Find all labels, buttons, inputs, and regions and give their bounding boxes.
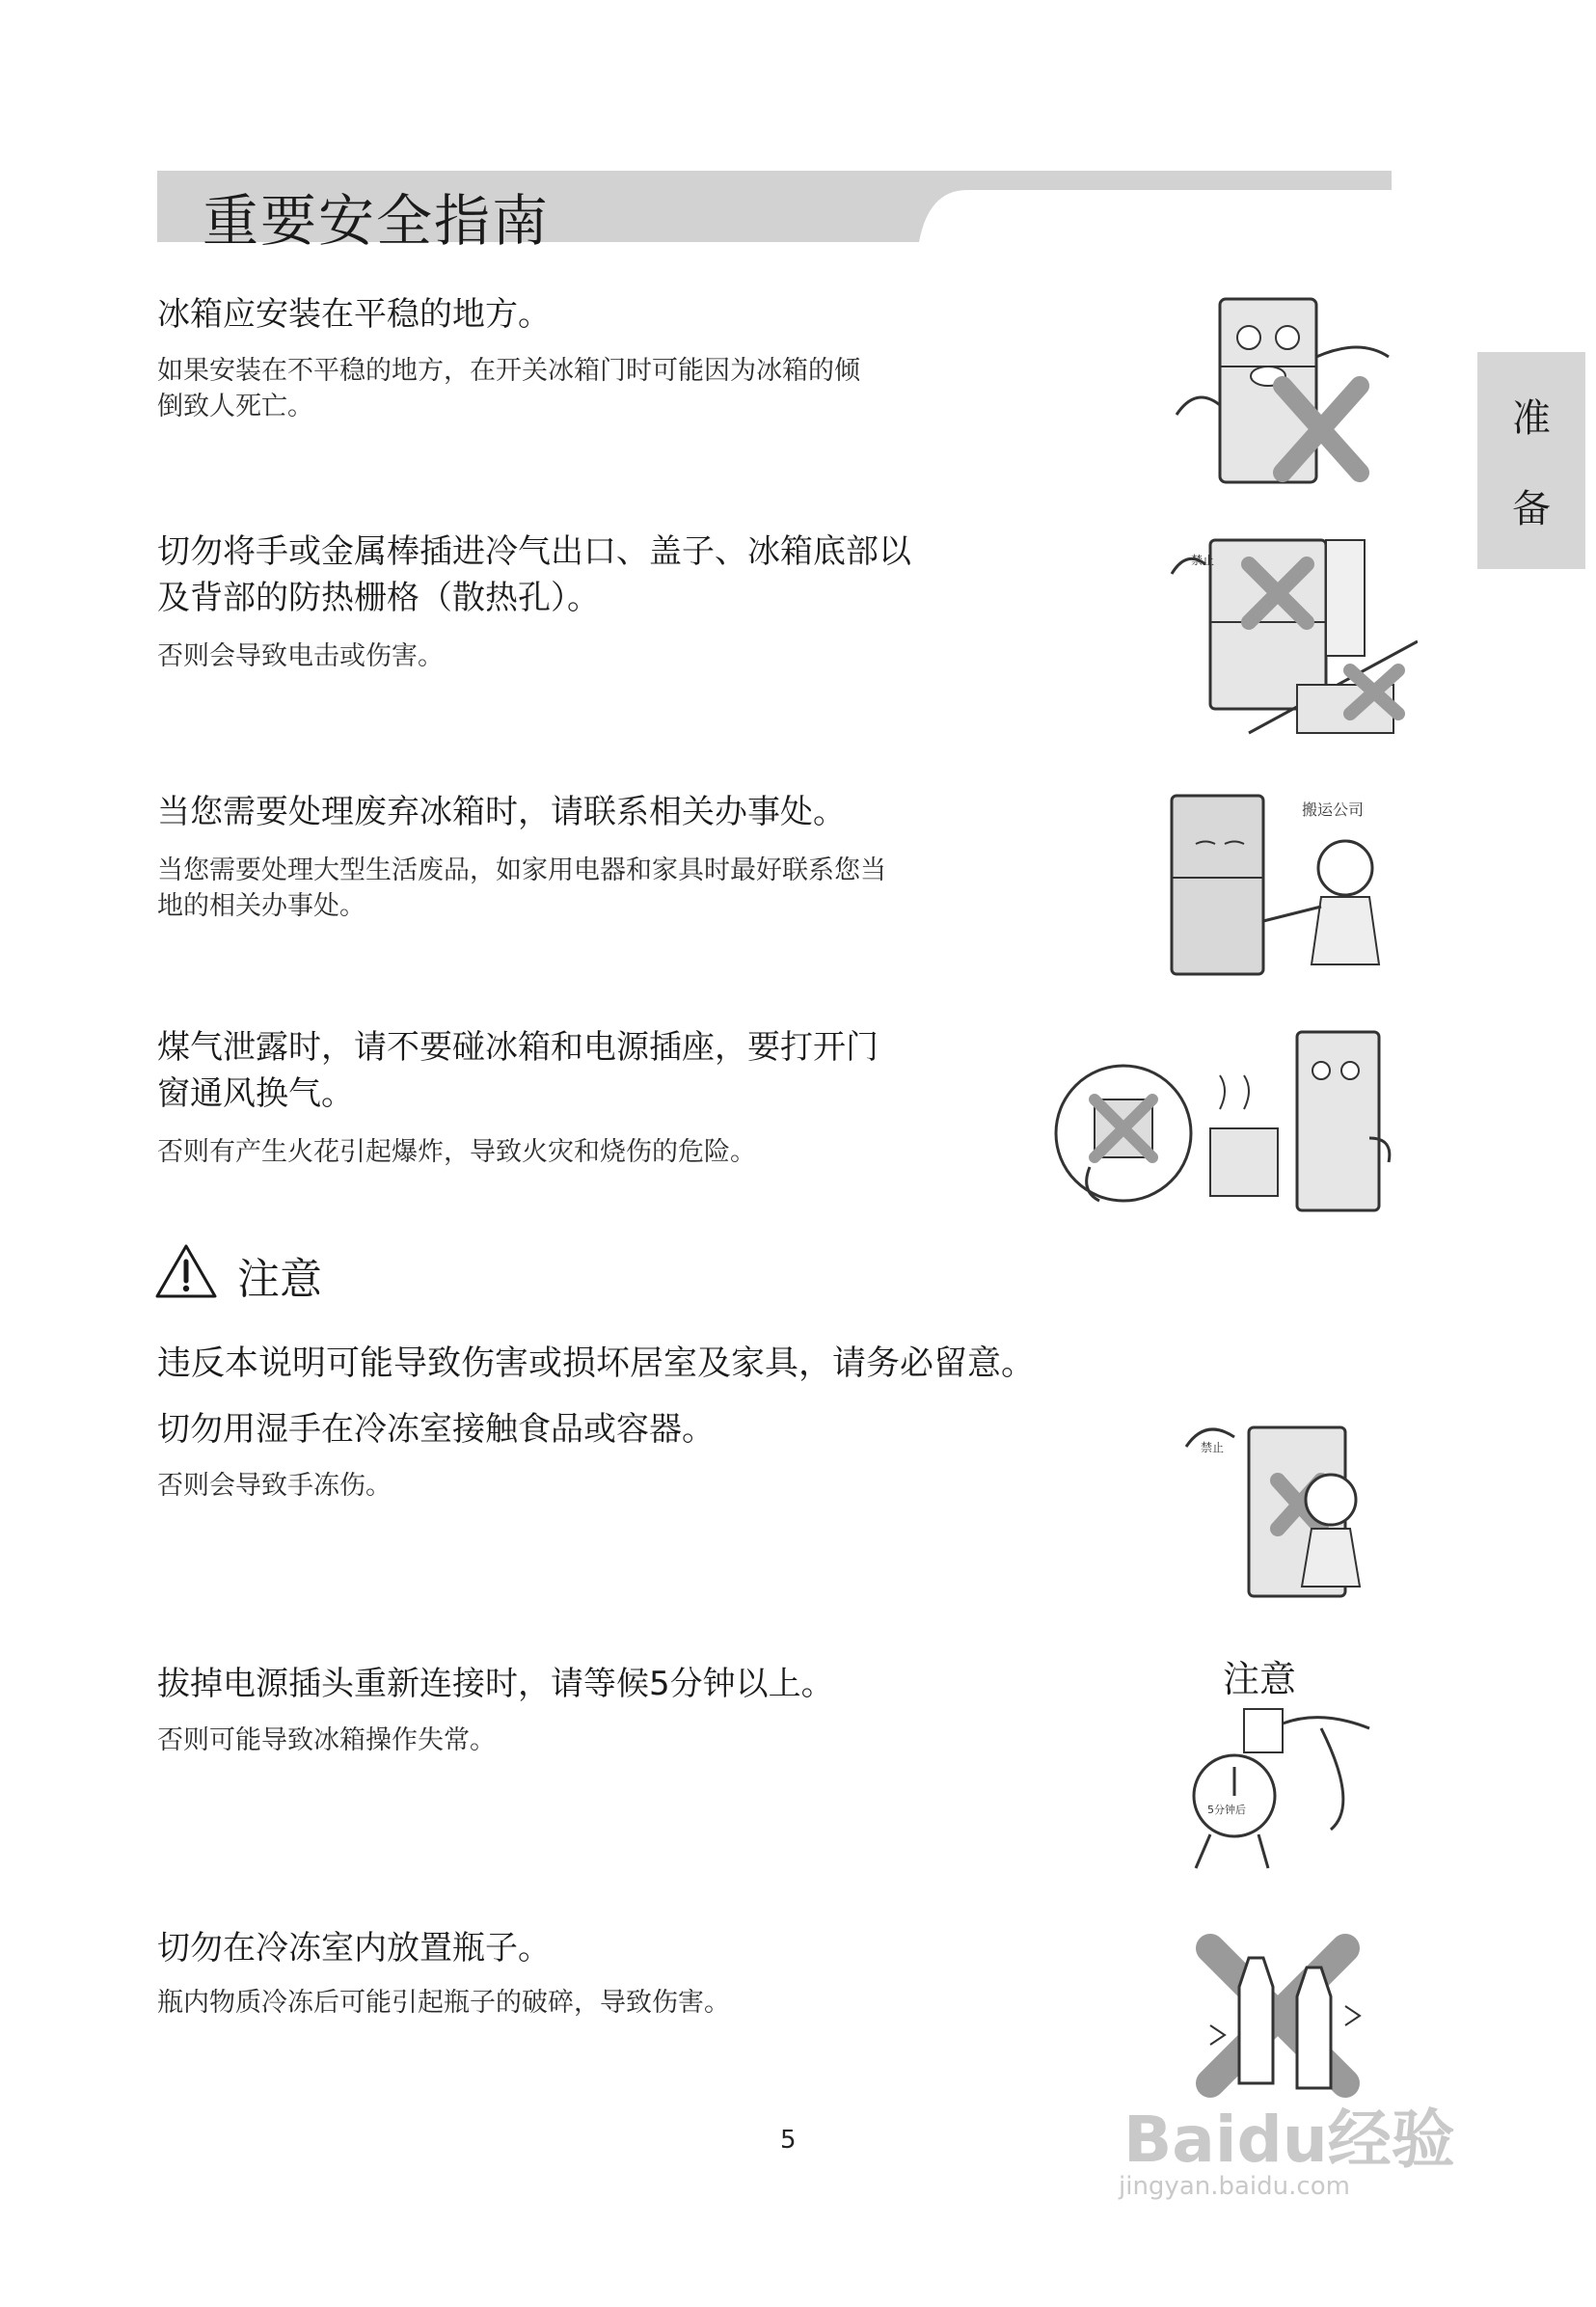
side-tab-char: 备 [1512,487,1551,532]
caution-item-title: 切勿用湿手在冷冻室接触食品或容器。 [157,1410,715,1449]
title-line: 窗通风换气。 [157,1074,354,1113]
side-tab [1477,352,1585,569]
caution-item-title: 切勿在冷冻室内放置瓶子。 [157,1929,551,1968]
section-title [157,1024,879,1117]
body-line: 倒致人死亡。 [157,392,313,421]
title-line: 及背部的防热栅格（散热孔）。 [157,579,600,617]
section-title: 冰箱应安装在平稳的地方。 [157,295,551,334]
page-number: 5 [780,2126,797,2155]
watermark-brand: Baidu经验 [1123,2103,1455,2177]
caution-heading: 注意 [237,1255,322,1304]
title-line: 切勿将手或金属棒插进冷气出口、盖子、冰箱底部以 [157,532,911,571]
body-line: 当您需要处理大型生活废品，如家用电器和家具时最好联系您当 [157,855,886,885]
page-title: 重要安全指南 [203,188,551,254]
vent-warning-illustration [1162,526,1418,743]
caution-item-body: 否则会导致手冻伤。 [157,1471,392,1501]
clock-label: 5分钟后 [1207,1804,1246,1816]
bottles-warning-illustration [1181,1919,1374,2112]
moving-company-label: 搬运公司 [1302,801,1365,819]
side-tab-char: 准 [1512,395,1551,441]
section-body: 否则会导致电击或伤害。 [157,641,444,671]
disposal-illustration [1167,786,1408,979]
warning-triangle-icon [154,1242,218,1304]
section-body: 否则有产生火花引起爆炸，导致火灾和烧伤的危险。 [157,1137,756,1167]
body-line: 如果安装在不平稳的地方，在开关冰箱门时可能因为冰箱的倾 [157,356,860,386]
caution-lead: 违反本说明可能导致伤害或损坏居室及家具，请务必留意。 [157,1344,1036,1383]
caution-item-title: 拔掉电源插头重新连接时，请等候5分钟以上。 [157,1665,834,1703]
gas-leak-illustration [1051,1022,1398,1215]
stop-sign-label: 禁止 [1191,554,1215,567]
title-line: 煤气泄露时，请不要碰冰箱和电源插座，要打开门 [157,1028,879,1067]
unstable-fridge-illustration [1167,280,1398,492]
section-title: 当您需要处理废弃冰箱时，请联系相关办事处。 [157,793,846,831]
watermark-url: jingyan.baidu.com [1119,2172,1350,2201]
caution-label: 注意 [1223,1658,1297,1700]
body-line: 地的相关办事处。 [157,891,365,921]
stop-sign-label: 禁止 [1201,1441,1225,1454]
wet-hands-illustration [1167,1408,1398,1601]
caution-item-body: 否则可能导致冰箱操作失常。 [157,1725,496,1755]
section-body [157,353,860,424]
caution-item-body: 瓶内物质冷冻后可能引起瓶子的破碎，导致伤害。 [157,1988,730,2018]
wait-five-minutes-illustration [1177,1651,1379,1878]
section-body [157,853,886,924]
section-title [157,529,911,621]
